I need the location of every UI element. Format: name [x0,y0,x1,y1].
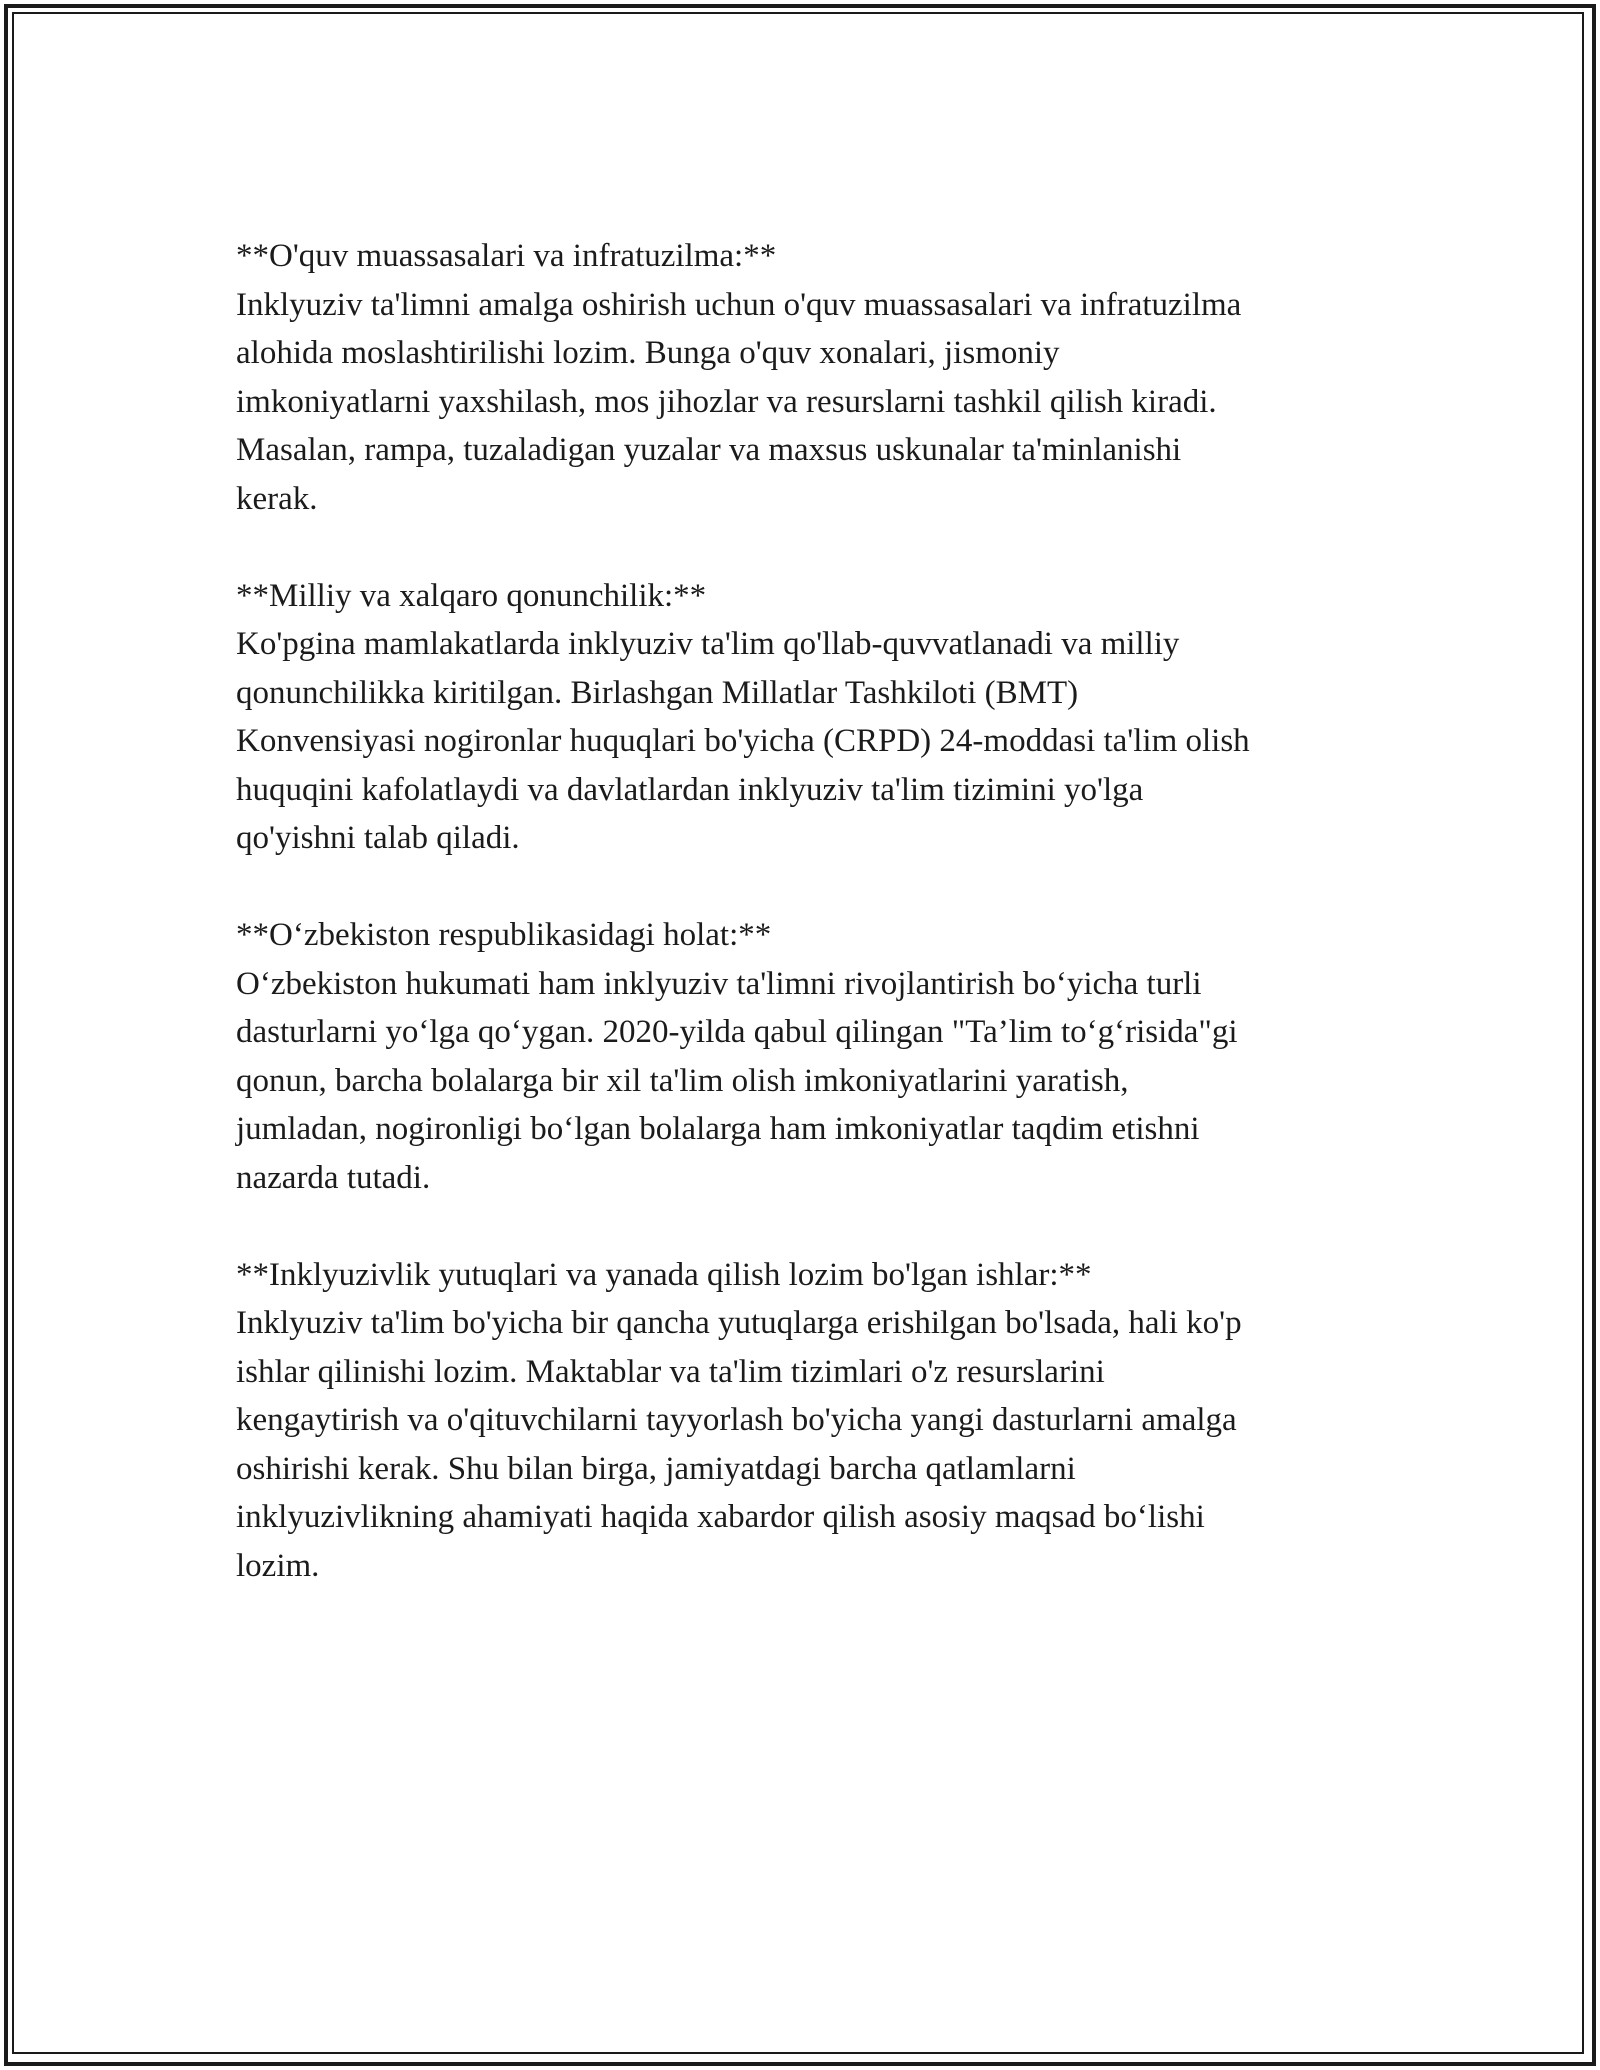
document-body [236,232,1416,1639]
paragraph-line: jumladan, nogironligi bo‘lgan bolalarga ham imkoniyatlar taqdim etishni [236,1111,1200,1147]
section-educational-institutions [236,232,1416,523]
paragraph-line: qonunchilikka kiritilgan. Birlashgan Millatlar Tashkiloti (BMT) [236,674,1079,711]
section-uzbekistan-situation [236,911,1416,1202]
paragraph-line: ishlar qilinishi lozim. Maktablar va ta'lim tizimlari o'z resurslarini [236,1353,1105,1390]
paragraph-line: imkoniyatlarni yaxshilash, mos jihozlar va resurslarni tashkil qilish kiradi. [236,383,1217,420]
paragraph-line: nazarda tutadi. [236,1159,431,1196]
section-heading: **O'quv muassasalari va infratuzilma:** [236,238,777,274]
paragraph-line: kengaytirish va o'qituvchilarni tayyorlash bo'yicha yangi dasturlarni amalga [236,1402,1237,1438]
paragraph-line: Ko'pgina mamlakatlarda inklyuziv ta'lim qo'llab-quvvatlanadi va milliy [236,626,1180,662]
section-heading: **Milliy va xalqaro qonunchilik:** [236,577,707,614]
paragraph-line: dasturlarni yo‘lga qo‘ygan. 2020-yilda qabul qilingan "Ta’lim to‘g‘risida"gi [236,1014,1238,1050]
section-heading: **Inklyuzivlik yutuqlari va yanada qilish lozim bo'lgan ishlar:** [236,1256,1092,1293]
paragraph-line: Inklyuziv ta'limni amalga oshirish uchun o'quv muassasalari va infratuzilma [236,286,1242,323]
paragraph-line: Inklyuziv ta'lim bo'yicha bir qancha yutuqlarga erishilgan bo'lsada, hali ko'p [236,1305,1242,1341]
paragraph-line: qonun, barcha bolalarga bir xil ta'lim olish imkoniyatlarini yaratish, [236,1062,1129,1099]
section-legislation [236,572,1416,863]
paragraph-line: alohida moslashtirilishi lozim. Bunga o'quv xonalari, jismoniy [236,335,1060,371]
paragraph-line: inklyuzivlikning ahamiyati haqida xabardor qilish asosiy maqsad bo‘lishi [236,1499,1205,1535]
paragraph-line: kerak. [236,480,318,517]
paragraph-line: O‘zbekiston hukumati ham inklyuziv ta'limni rivojlantirish bo‘yicha turli [236,965,1202,1002]
section-heading: **O‘zbekiston respublikasidagi holat:** [236,917,772,953]
paragraph-line: qo'yishni talab qiladi. [236,820,520,856]
paragraph-line: Masalan, rampa, tuzaladigan yuzalar va maxsus uskunalar ta'minlanishi [236,432,1182,468]
paragraph-line: huquqini kafolatlaydi va davlatlardan inklyuziv ta'lim tizimini yo'lga [236,771,1144,808]
paragraph-line: oshirishi kerak. Shu bilan birga, jamiyatdagi barcha qatlamlarni [236,1450,1076,1487]
section-achievements [236,1251,1416,1591]
paragraph-line: lozim. [236,1547,320,1584]
paragraph-line: Konvensiyasi nogironlar huquqlari bo'yicha (CRPD) 24-moddasi ta'lim olish [236,723,1250,759]
